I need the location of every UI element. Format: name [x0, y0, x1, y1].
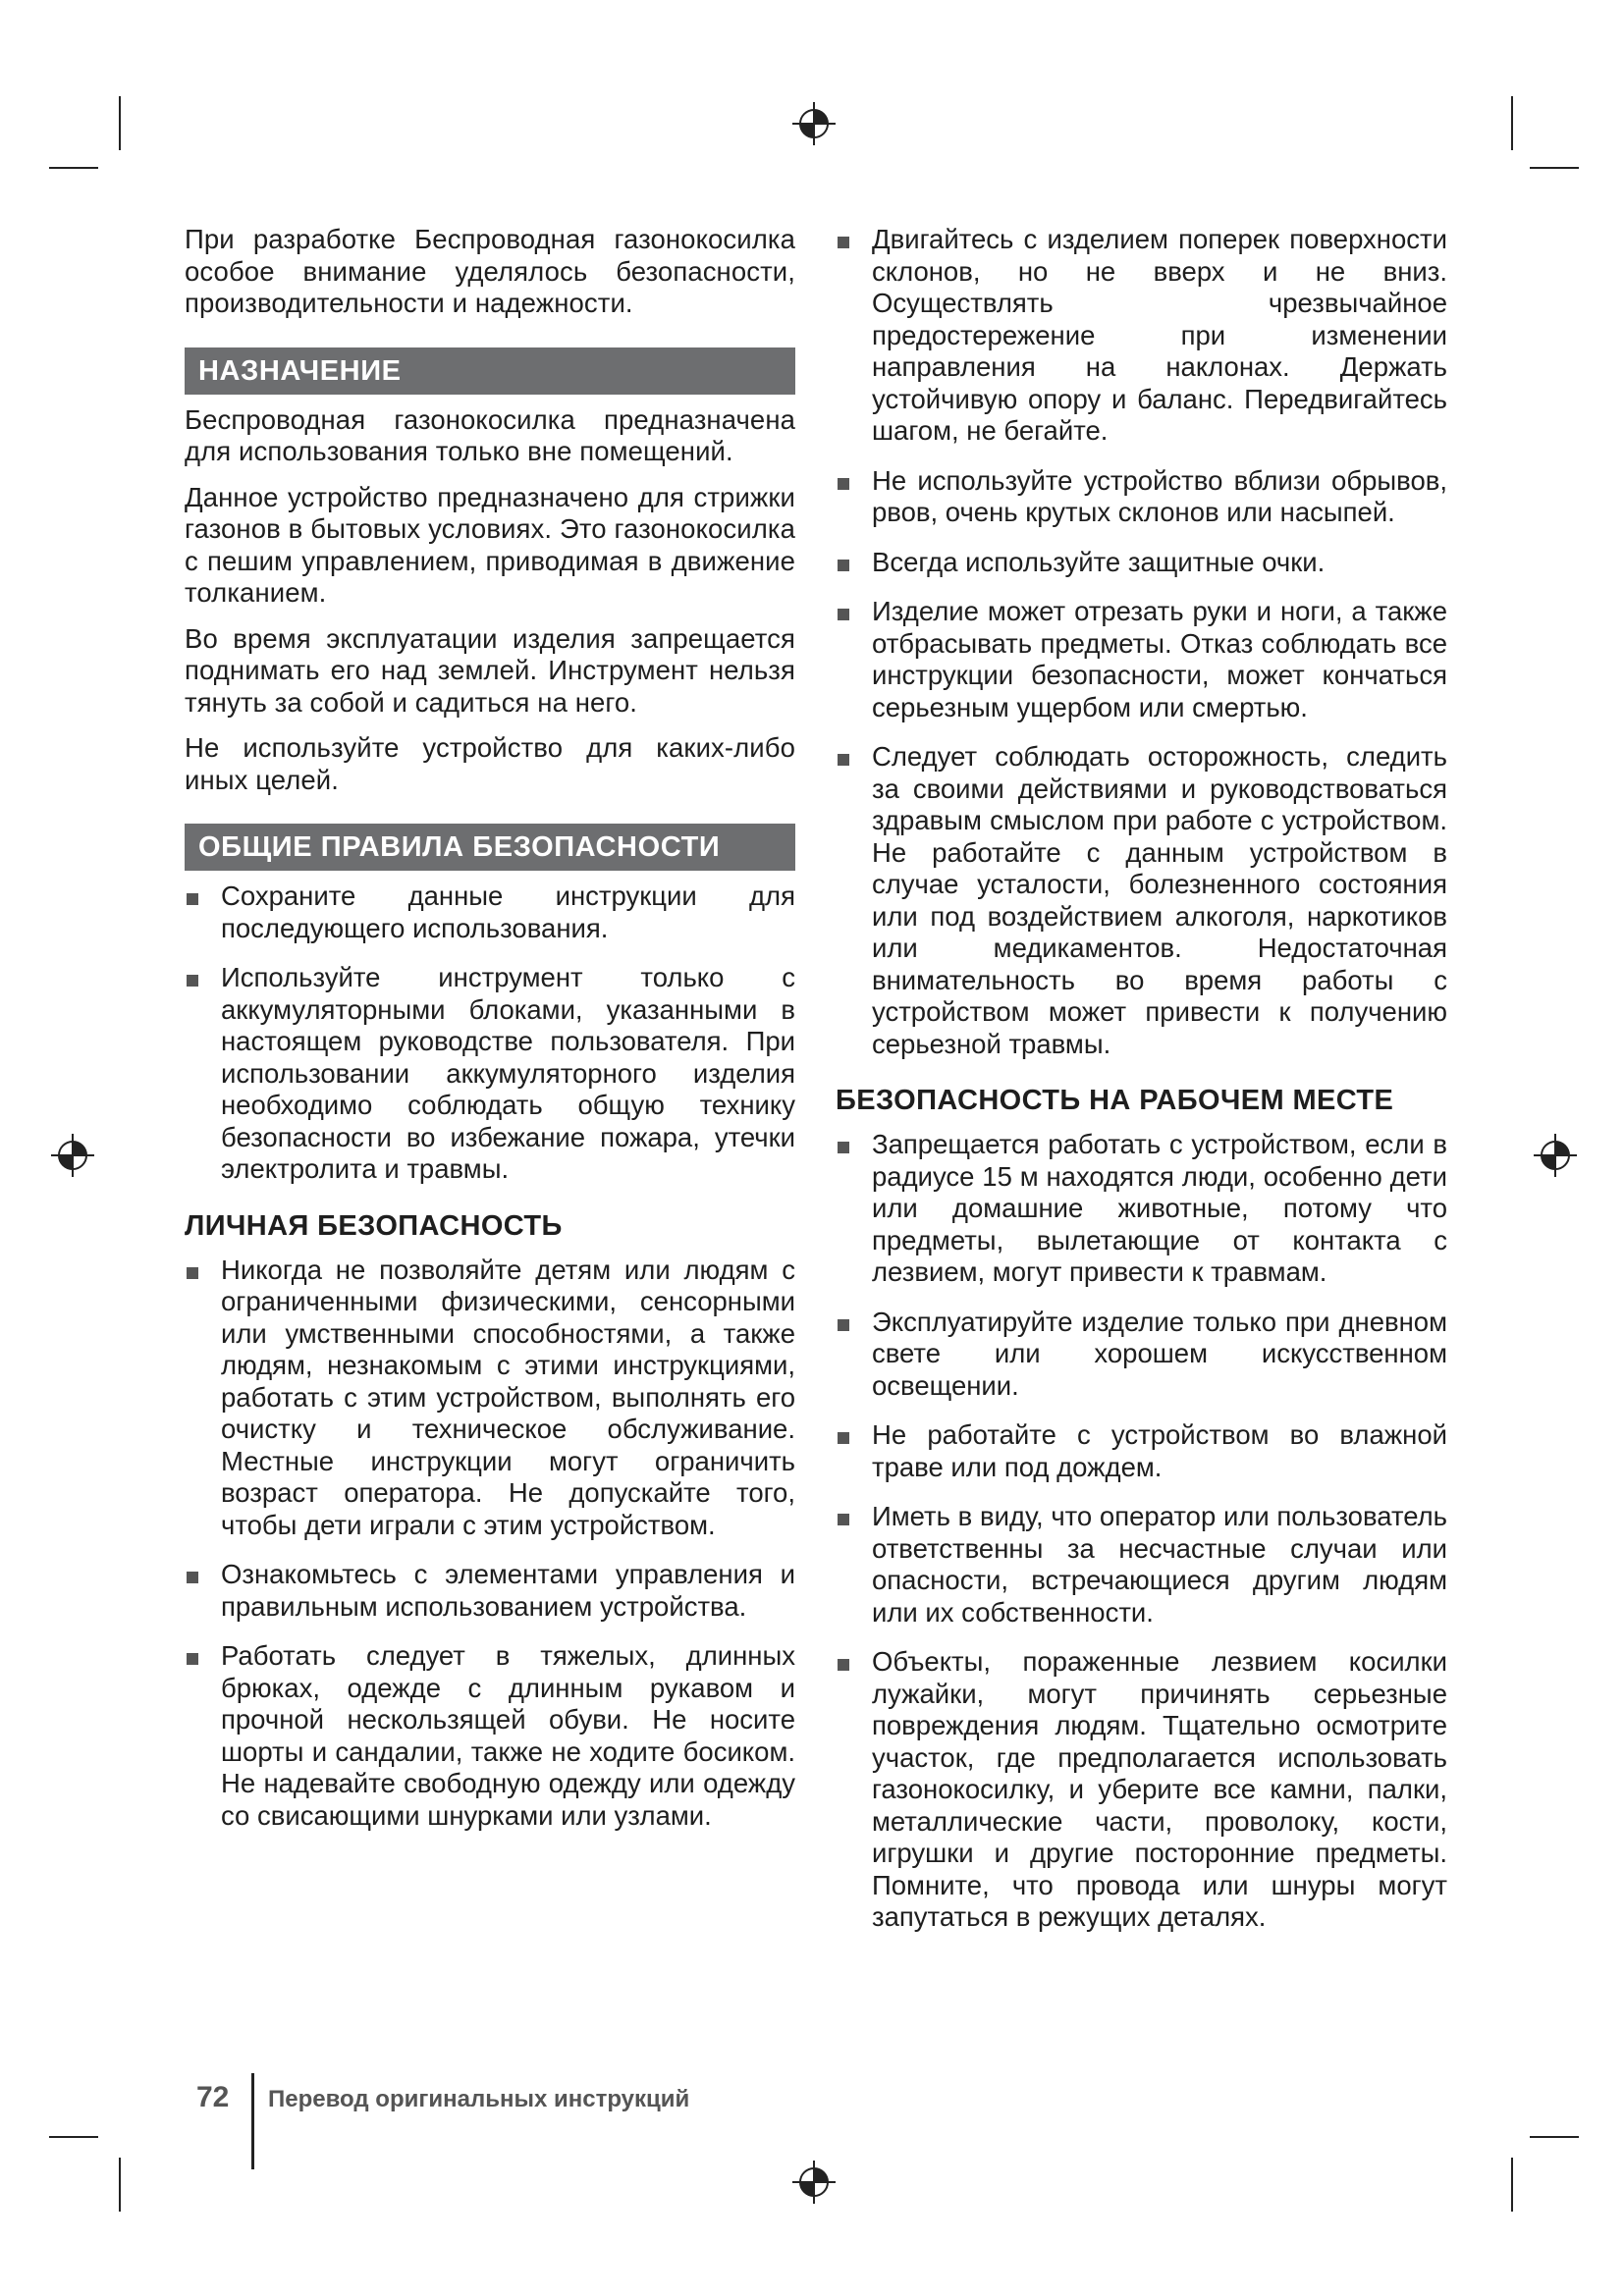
bullet-square-icon: [838, 1514, 849, 1525]
personal-safety-heading: ЛИЧНАЯ БЕЗОПАСНОСТЬ: [185, 1209, 563, 1242]
intro-paragraph: При разработке Беспроводная газонокосилка особое внимание уделялось безопасности, производительности и надежности.: [185, 224, 795, 318]
bullet-square-icon: [838, 478, 849, 490]
page-number: 72: [196, 2081, 230, 2113]
purpose-heading: НАЗНАЧЕНИЕ: [185, 347, 795, 395]
list-item: Никогда не позволяйте детям или людям с ограниченными физическими, сенсорными или умственными способностями, а также людям, незнакомым с этими инструкциями, работать с этим устройством, выполнять его очистку и техническое обслуживание. Местные инструкции могут ограничить возраст оператора. Не допускайте того, чтобы дети играли с этим устройством.: [185, 1255, 795, 1542]
bullet-square-icon: [838, 237, 849, 248]
list-item: Используйте инструмент только с аккумуляторными блоками, указанными в настоящем руководстве пользователя. При использовании аккумуляторного изделия необходимо соблюдать общую технику безопасности во избежание пожара, утечки электролита и травмы.: [185, 962, 795, 1186]
purpose-paragraph: Беспроводная газонокосилка предназначена для использования только вне помещений.: [185, 403, 795, 466]
footer-caption: Перевод оригинальных инструкций: [268, 2086, 690, 2112]
purpose-paragraph: Данное устройство предназначено для стрижки газонов в бытовых условиях. Это газонокосилка с пешим управлением, приводимая в движение толканием.: [185, 481, 795, 608]
bullet-square-icon: [187, 893, 198, 905]
crop-mark-bottom-left-vertical: [119, 2158, 121, 2212]
bullet-square-icon: [187, 1267, 198, 1279]
list-item: Не работайте с устройством во влажной траве или под дождем.: [836, 1419, 1447, 1483]
bullet-square-icon: [838, 1432, 849, 1444]
registration-mark-icon: [792, 102, 836, 145]
bullet-square-icon: [838, 1319, 849, 1331]
list-item: Следует соблюдать осторожность, следить за своими действиями и руководствоваться здравым смыслом при работе с устройством. Не работайте с данным устройством в случае усталости, болезненного состояния или под воздействием алкоголя, наркотиков или медикаментов. Недостаточная внимательность во время работы с устройством может привести к получению серьезной травмы.: [836, 741, 1447, 1060]
crop-mark-top-right-vertical: [1511, 96, 1513, 150]
bullet-square-icon: [838, 754, 849, 766]
footer-divider: [251, 2073, 254, 2169]
crop-mark-bottom-right-horizontal: [1530, 2136, 1579, 2138]
general-safety-list: [185, 881, 795, 1186]
bullet-square-icon: [838, 1659, 849, 1671]
workplace-safety-heading: БЕЗОПАСНОСТЬ НА РАБОЧЕМ МЕСТЕ: [836, 1085, 1394, 1116]
bullet-square-icon: [838, 560, 849, 571]
bullet-square-icon: [187, 1653, 198, 1665]
right-column: [836, 224, 1447, 1951]
list-item: Объекты, пораженные лезвием косилки лужайки, могут причинять серьезные повреждения людям. Тщательно осмотрите участок, где предполагается использовать газонокосилку, и уберите все камни, палки, металлические части, проволоку, кости, игрушки и другие посторонние предметы. Помните, что провода или шнуры могут запутаться в режущих деталях.: [836, 1646, 1447, 1934]
list-item: Не используйте устройство вблизи обрывов, рвов, очень крутых склонов или насыпей.: [836, 465, 1447, 529]
purpose-paragraph: Во время эксплуатации изделия запрещается поднимать его над землей. Инструмент нельзя тянуть за собой и садиться на него.: [185, 622, 795, 718]
list-item: Сохраните данные инструкции для последующего использования.: [185, 881, 795, 944]
crop-mark-top-left-horizontal: [49, 167, 98, 169]
list-item: Ознакомьтесь с элементами управления и правильным использованием устройства.: [185, 1559, 795, 1623]
crop-mark-top-left-vertical: [119, 96, 121, 150]
workplace-safety-list: [836, 1129, 1447, 1934]
personal-safety-list: [185, 1255, 795, 1833]
general-safety-heading: ОБЩИЕ ПРАВИЛА БЕЗОПАСНОСТИ: [185, 824, 795, 871]
list-item: Запрещается работать с устройством, если в радиусе 15 м находятся люди, особенно дети или домашние животные, потому что предметы, вылетающие от контакта с лезвием, могут привести к травмам.: [836, 1129, 1447, 1289]
bullet-square-icon: [187, 1572, 198, 1583]
bullet-square-icon: [838, 609, 849, 620]
page-footer: [196, 2073, 884, 2171]
crop-mark-bottom-left-horizontal: [49, 2136, 98, 2138]
crop-mark-bottom-right-vertical: [1511, 2158, 1513, 2212]
list-item: Эксплуатируйте изделие только при дневном свете или хорошем искусственном освещении.: [836, 1307, 1447, 1403]
list-item: Двигайтесь с изделием поперек поверхности склонов, но не вверх и не вниз. Осуществлять чрезвычайное предостережение при изменении направления на наклонах. Держать устойчивую опору и баланс. Передвигайтесь шагом, не бегайте.: [836, 224, 1447, 448]
left-column: [185, 224, 795, 1849]
crop-mark-top-right-horizontal: [1530, 167, 1579, 169]
personal-safety-list-continued: [836, 224, 1447, 1060]
list-item: Изделие может отрезать руки и ноги, а также отбрасывать предметы. Отказ соблюдать все инструкции безопасности, может кончаться серьезным ущербом или смертью.: [836, 596, 1447, 723]
bullet-square-icon: [838, 1142, 849, 1153]
registration-mark-icon: [1534, 1134, 1577, 1177]
bullet-square-icon: [187, 975, 198, 987]
purpose-paragraph: Не используйте устройство для каких-либо иных целей.: [185, 732, 795, 795]
registration-mark-icon: [51, 1134, 94, 1177]
list-item: Иметь в виду, что оператор или пользователь ответственны за несчастные случаи или опасности, встречающиеся другим людям или их собственности.: [836, 1501, 1447, 1629]
list-item: Работать следует в тяжелых, длинных брюках, одежде с длинным рукавом и прочной нескользящей обуви. Не носите шорты и сандалии, также не ходите босиком. Не надевайте свободную одежду или одежду со свисающими шнурками или узлами.: [185, 1640, 795, 1832]
list-item: Всегда используйте защитные очки.: [836, 547, 1447, 579]
